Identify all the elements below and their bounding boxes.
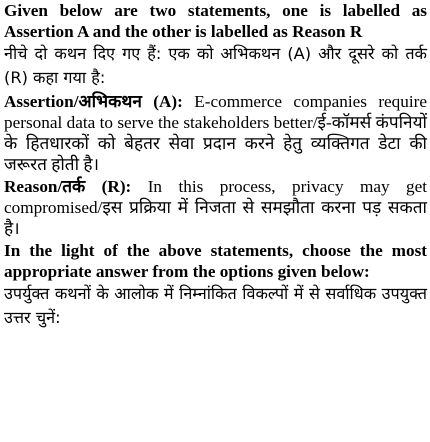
reason-label: Reason/तर्क (R):	[4, 177, 132, 196]
reason-statement	[4, 176, 427, 239]
assertion-label: Assertion/अभिकथन (A):	[4, 92, 183, 111]
reason-text: In this process, privacy may get compromised/इस प्रक्रिया में निजता से समझौता करना पड़ सकता है।	[4, 177, 427, 238]
instruction-english: In the light of the above statements, choose the most appropriate answer from the options given below:	[4, 241, 427, 281]
instruction-hindi: उपर्युक्त कथनों के आलोक में निम्नांकित विकल्पों में से सर्वाधिक उपयुक्त उत्तर चुनें:	[4, 284, 427, 327]
intro-english: Given below are two statements, one is labelled as Assertion A and the other is labelled as Reason R	[4, 1, 427, 41]
assertion-statement	[4, 91, 427, 175]
intro-hindi: नीचे दो कथन दिए गए हैं: एक को अभिकथन (A) और दूसरे को तर्क (R) कहा गया है:	[4, 44, 427, 87]
assertion-text: E-commerce companies require personal data to serve the stakeholders better/ई-कॉमर्स कंपनियों के हितधारकों को बेहतर सेवा प्रदान करने हेतु व्यक्तिगत डेटा की जरूरत होती है।	[4, 92, 427, 174]
